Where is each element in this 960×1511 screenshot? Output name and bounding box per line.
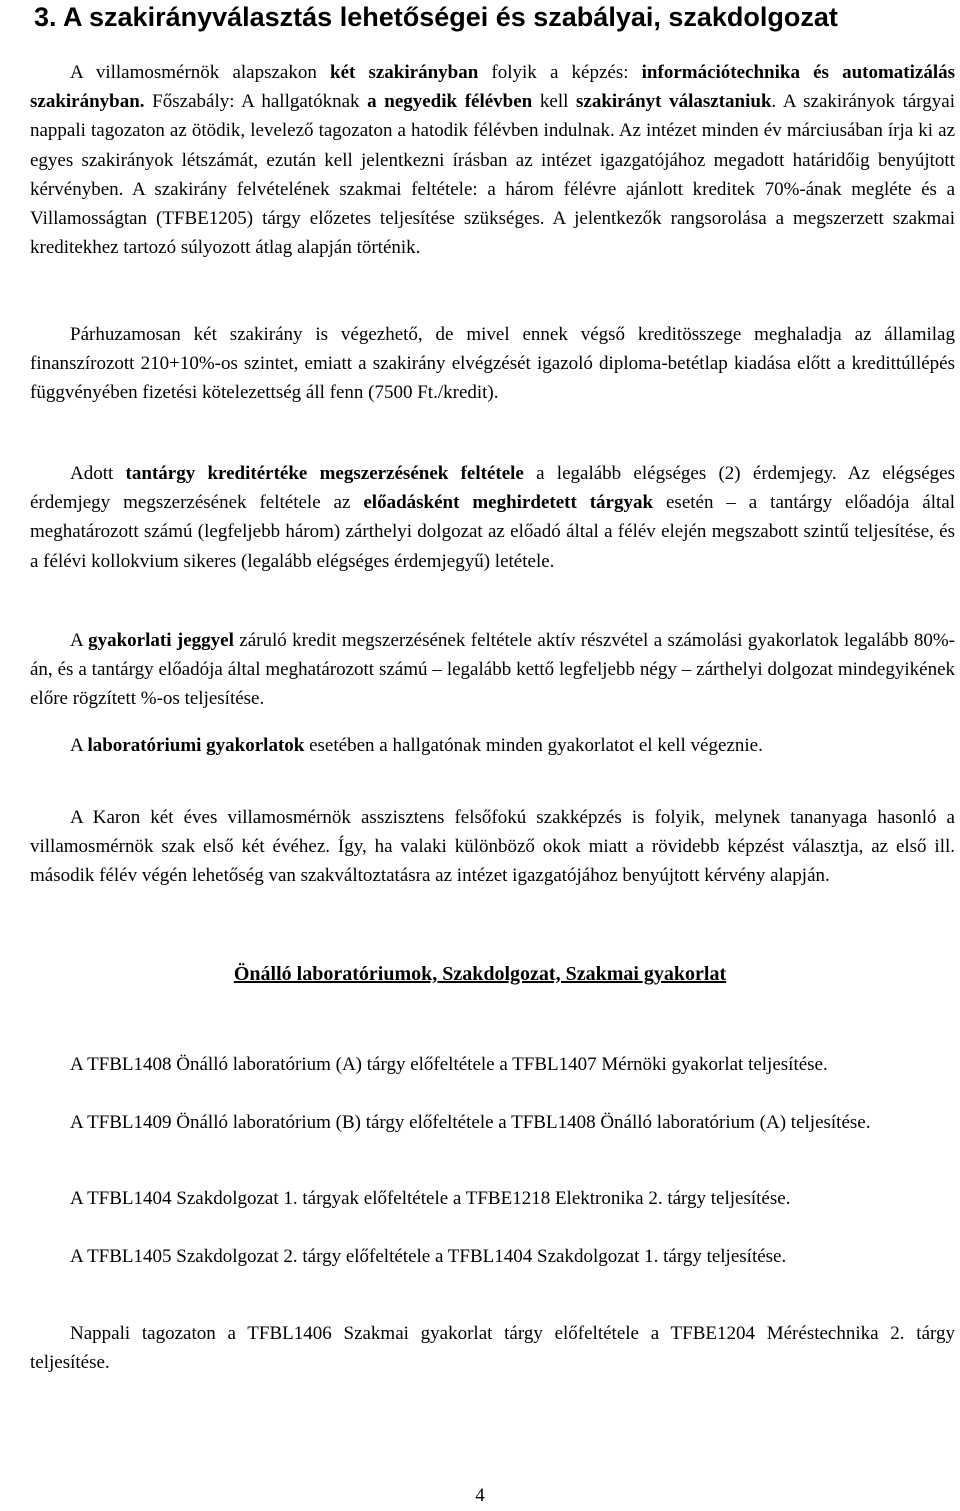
independent-lab-a-paragraph: A TFBL1408 Önálló laboratórium (A) tárgy előfeltétele a TFBL1407 Mérnöki gyakorlat teljesítése. xyxy=(70,1054,828,1075)
page-number: 4 xyxy=(475,1485,485,1506)
thesis-1-paragraph: A TFBL1404 Szakdolgozat 1. tárgyak előfeltétele a TFBE1218 Elektronika 2. tárgy teljesítése. xyxy=(70,1188,791,1209)
thesis-2-paragraph: A TFBL1405 Szakdolgozat 2. tárgy előfeltétele a TFBL1404 Szakdolgozat 1. tárgy teljesítése. xyxy=(70,1246,787,1267)
page-title: 3. A szakirányválasztás lehetőségei és szabályai, szakdolgozat xyxy=(34,2,838,32)
professional-practice-paragraph: Nappali tagozaton a TFBL1406 Szakmai gyakorlat tárgy előfeltétele a TFBE1204 Méréstechnika 2. tárgy teljesítése. xyxy=(30,1323,955,1374)
lab-practice-paragraph: A laboratóriumi gyakorlatok esetében a hallgatónak minden gyakorlatot el kell végeznie. xyxy=(70,735,763,756)
credit-condition-paragraph: Adott tantárgy kreditértéke megszerzésének feltétele a legalább elégséges (2) érdemjegy. Az elégséges érdemjegy megszerzésének feltétele az előadásként meghirdetett tárgyak esetén – a tantárgy előadója által meghatározott számú (legfeljebb három) zárthelyi dolgozat az előadó által a félév elején megszabott szintű teljesítése, és a félévi kollokvium sikeres (legalább elégséges érdemjegyű) letétele. xyxy=(30,463,956,572)
practical-grade-paragraph: A gyakorlati jeggyel záruló kredit megszerzésének feltétele aktív részvétel a számolási gyakorlatok legalább 80%-án, és a tantárgy előadója által meghatározott számú – legalább kettő legfeljebb négy – zárthelyi dolgozat mindegyikének előre rögzített %-os teljesítése. xyxy=(30,630,955,710)
specialization-paragraph: A villamosmérnök alapszakon két szakirányban folyik a képzés: információtechnika és automatizálás szakirányban. Főszabály: A hallgatóknak a negyedik félévben kell szakirányt választaniuk. A szakirányok tárgyai nappali tagozaton az ötödik, levelező tagozaton a hatodik félévben indulnak. Az intézet minden év márciusában írja ki az egyes szakirányok létszámát, ezután kell jelentkezni írásban az intézet igazgatójához megadott határidőig benyújtott kérvényben. A szakirány felvételének szakmai feltétele: a három félévre ajánlott kreditek 70%-ának megléte és a Villamosságtan (TFBE1205) tárgy előzetes teljesítése szükséges. A jelentkezők rangsorolása a megszerzett szakmai kreditekhez tartozó súlyozott átlag alapján történik. xyxy=(30,62,956,259)
assistant-training-paragraph: A Karon két éves villamosmérnök asszisztens felsőfokú szakképzés is folyik, melynek tananyaga hasonló a villamosmérnök szak első két évéhez. Így, ha valaki különböző okok miatt a rövidebb képzést választja, az első ill. második félév végén lehetőség van szakváltoztatásra az intézet igazgatójához benyújtott kérvény alapján. xyxy=(30,807,955,887)
section-heading: Önálló laboratóriumok, Szakdolgozat, Szakmai gyakorlat xyxy=(233,963,727,985)
independent-lab-b-paragraph: A TFBL1409 Önálló laboratórium (B) tárgy előfeltétele a TFBL1408 Önálló laboratórium (A) teljesítése. xyxy=(70,1112,871,1133)
parallel-specialization-paragraph: Párhuzamosan két szakirány is végezhető, de mivel ennek végső kreditösszege meghaladja az államilag finanszírozott 210+10%-os szintet, emiatt a szakirány elvégzését igazoló diploma-betétlap kiadása előtt a kredittúllépés függvényében fizetési kötelezettség áll fenn (7500 Ft./kredit). xyxy=(30,324,955,404)
